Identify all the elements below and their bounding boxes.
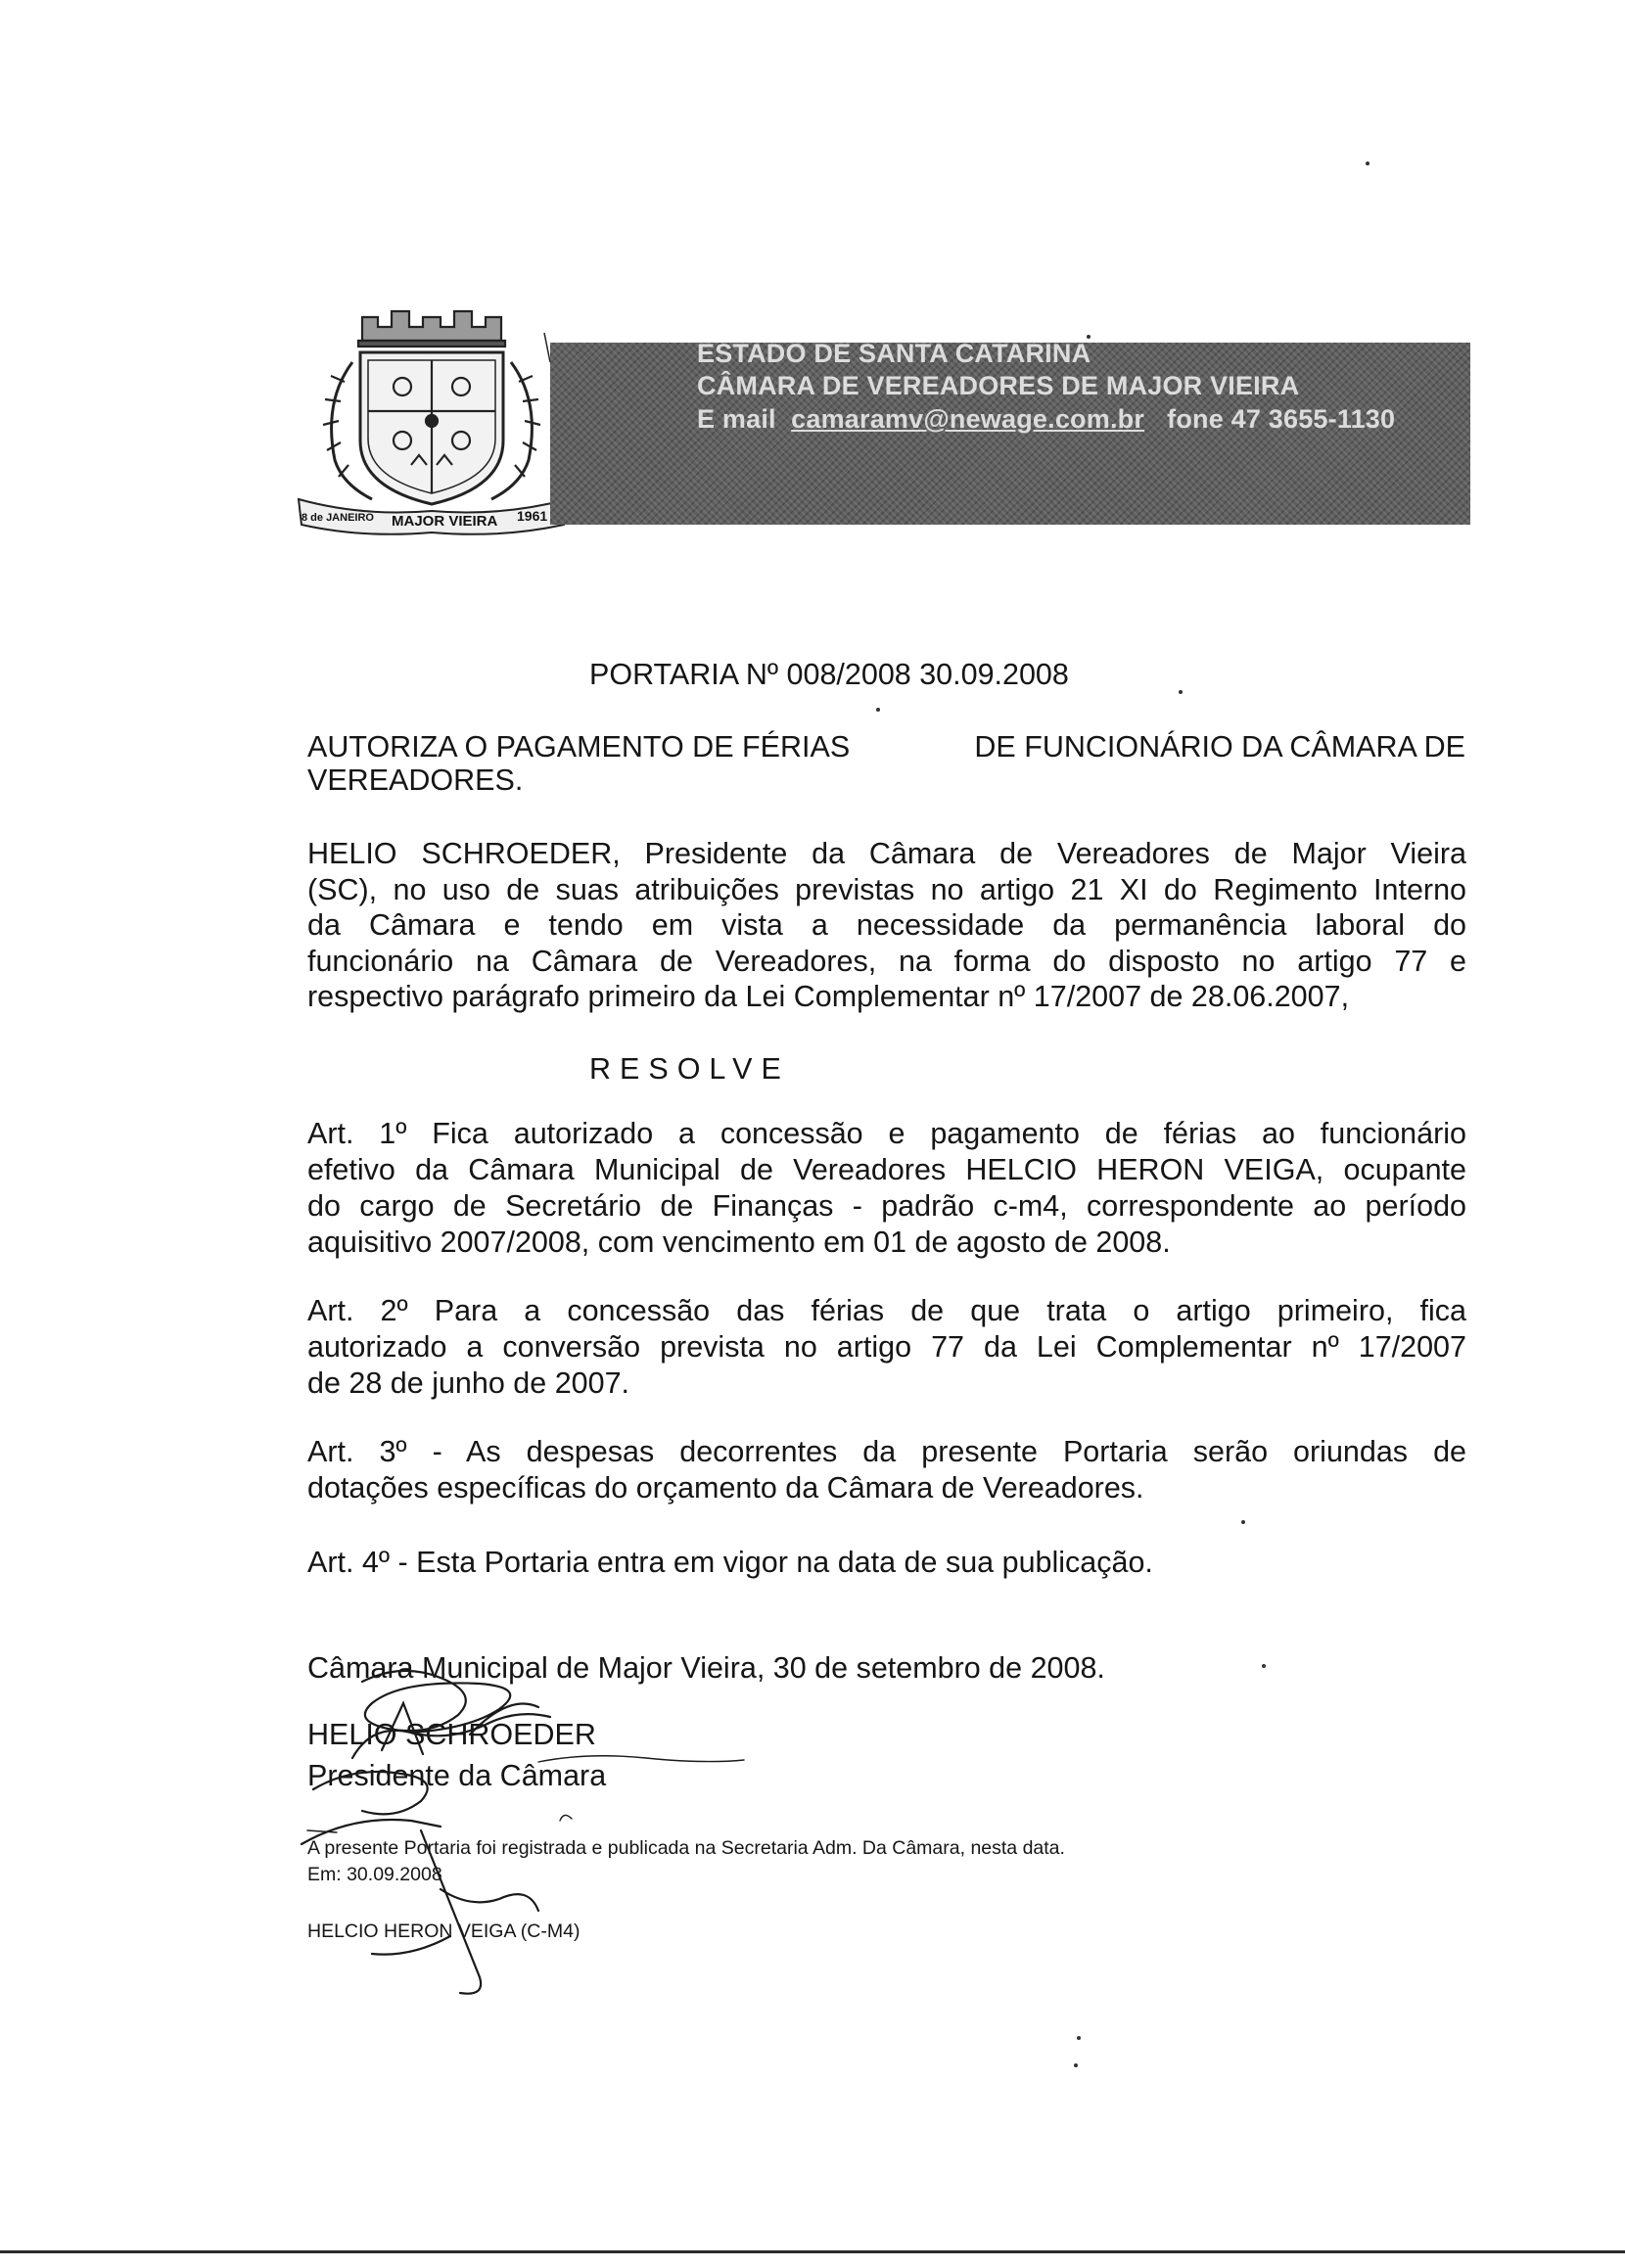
intro-line: funcionário na Câmara de Vereadores, na forma do disposto no artigo 77 e [307, 944, 1466, 978]
crest-ribbon-right: 1961 [517, 508, 548, 524]
scan-speck [876, 708, 880, 712]
article-line: Art. 1º Fica autorizado a concessão e pagamento de férias ao funcionário [307, 1117, 1466, 1150]
article-2 [307, 1293, 1466, 1402]
intro-line: HELIO SCHROEDER, Presidente da Câmara de Vereadores de Major Vieira [307, 837, 1466, 870]
article-line: aquisitivo 2007/2008, com vencimento em 01 de agosto de 2008. [307, 1226, 1171, 1259]
email-link[interactable]: camaramv@newage.com.br [791, 404, 1145, 434]
scan-speck [1179, 690, 1183, 694]
resolve-heading: RESOLVE [589, 1052, 790, 1086]
article-line: Art. 4º - Esta Portaria entra em vigor na data de sua publicação. [307, 1546, 1153, 1579]
coat-of-arms-logo [294, 303, 573, 538]
document-title: PORTARIA Nº 008/2008 30.09.2008 [589, 658, 1069, 691]
registrar-name: HELCIO HERON VEIGA (C-M4) [307, 1921, 580, 1942]
scan-speck [1087, 335, 1091, 339]
subject-line-1-left: AUTORIZA O PAGAMENTO DE FÉRIAS [307, 730, 851, 764]
subject-line-1-right: DE FUNCIONÁRIO DA CÂMARA DE [974, 730, 1465, 764]
letterhead-chamber: CÂMARA DE VEREADORES DE MAJOR VIEIRA [697, 371, 1300, 400]
crest-ribbon-center: MAJOR VIEIRA [392, 513, 498, 530]
article-line: do cargo de Secretário de Finanças - padrão c-m4, correspondente ao período [307, 1189, 1466, 1223]
document-subject [307, 730, 1467, 797]
article-4 [307, 1545, 1466, 1581]
article-line: dotações específicas do orçamento da Câmara de Vereadores. [307, 1471, 1144, 1504]
registration-note: A presente Portaria foi registrada e publicada na Secretaria Adm. Da Câmara, nesta data. [307, 1837, 1065, 1859]
article-line: Art. 2º Para a concessão das férias de que trata o artigo primeiro, fica [307, 1294, 1466, 1327]
intro-paragraph [307, 836, 1466, 1015]
phone-number: fone 47 3655-1130 [1167, 404, 1396, 434]
email-label: E mail [697, 404, 776, 434]
scan-edge-line [0, 2250, 1625, 2253]
letterhead-state: ESTADO DE SANTA CATARINA [697, 339, 1091, 368]
scan-speck [1074, 2063, 1078, 2067]
intro-line: (SC), no uso de suas atribuições previstas no artigo 21 XI do Regimento Interno [307, 872, 1466, 906]
subject-line-2: VEREADORES. [307, 764, 524, 797]
article-1 [307, 1116, 1466, 1261]
intro-line: da Câmara e tendo em vista a necessidade da permanência laboral do [307, 908, 1466, 942]
signatory-name: HELIO SCHROEDER [307, 1718, 596, 1751]
scan-speck [1241, 1520, 1245, 1524]
article-line: efetivo da Câmara Municipal de Vereadores HELCIO HERON VEIGA, ocupante [307, 1153, 1466, 1186]
scan-speck [1077, 2036, 1081, 2040]
intro-line: respectivo parágrafo primeiro da Lei Complementar nº 17/2007 de 28.06.2007, [307, 980, 1350, 1013]
handwritten-signature [294, 1664, 764, 2036]
registration-date: Em: 30.09.2008 [307, 1864, 442, 1885]
article-line: Art. 3º - As despesas decorrentes da presente Portaria serão oriundas de [307, 1435, 1466, 1468]
place-and-date: Câmara Municipal de Major Vieira, 30 de setembro de 2008. [307, 1651, 1105, 1685]
article-line: autorizado a conversão prevista no artigo 77 da Lei Complementar nº 17/2007 [307, 1330, 1466, 1364]
signatory-role: Presidente da Câmara [307, 1759, 607, 1792]
article-3 [307, 1434, 1466, 1506]
letterhead-contact [697, 404, 1395, 435]
scan-speck [1366, 162, 1370, 165]
scan-speck [1262, 1664, 1266, 1668]
article-line: de 28 de junho de 2007. [307, 1366, 630, 1400]
letterhead-band [550, 339, 1470, 525]
crest-ribbon-left: 8 de JANEIRO [302, 512, 374, 524]
